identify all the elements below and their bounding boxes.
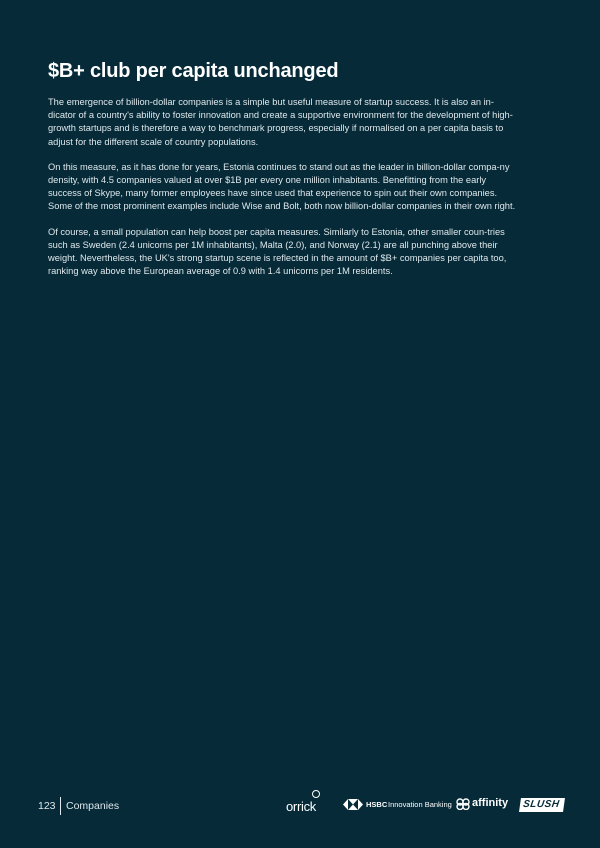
hsbc-unit-label: Innovation Banking (388, 800, 452, 809)
orrick-logo (286, 790, 326, 816)
paragraph-1: The emergence of billion-dollar companies is a simple but useful measure of startup success. It is also an in-dicator of a country's ability to foster innovation and create a supportive environment for the development of high-growth startups and is therefore a way to benchmark progress, especially if normalised on a per capita basis to adjust for the different scale of country populations. (48, 97, 513, 147)
orrick-wordmark: orrick (286, 799, 316, 814)
paragraph-2: On this measure, as it has done for years, Estonia continues to stand out as the leader in billion-dollar compa-ny density, with 4.5 companies valued at over $1B per every one million inhabitants. Benefitting from the early success of Skype, many former employees have since used that experience to spin out their own companies. Some of the most prominent examples include Wise and Bolt, both now billion-dollar companies in their own right. (48, 161, 516, 212)
page-footer (0, 790, 600, 822)
page-number: 123 (38, 800, 56, 812)
orrick-ring-icon (312, 790, 320, 798)
page-title: $B+ club per capita unchanged (48, 60, 339, 82)
hsbc-hexagon-icon (343, 799, 363, 810)
footer-divider (60, 797, 61, 815)
paragraph-3: Of course, a small population can help boost per capita measures. Similarly to Estonia, other smaller coun-tries such as Sweden (2.4 unicorns per 1M inhabitants), Malta (2.0), and Norway (2.1) are all punching above their weight. Nevertheless, the UK's strong startup scene is reflected in the amount of $B+ companies per capita too, ranking way above the European average of 0.9 with 1.4 unicorns per 1M residents. (48, 226, 507, 277)
affinity-knot-icon (456, 798, 470, 810)
hsbc-logo (343, 799, 452, 813)
hsbc-wordmark: HSBC (366, 800, 388, 809)
affinity-wordmark: affinity (472, 797, 509, 809)
body-text (48, 96, 518, 290)
section-label: Companies (66, 800, 120, 812)
affinity-logo (456, 797, 510, 813)
slush-wordmark: SLUSH (519, 798, 565, 812)
slush-logo (520, 798, 564, 812)
